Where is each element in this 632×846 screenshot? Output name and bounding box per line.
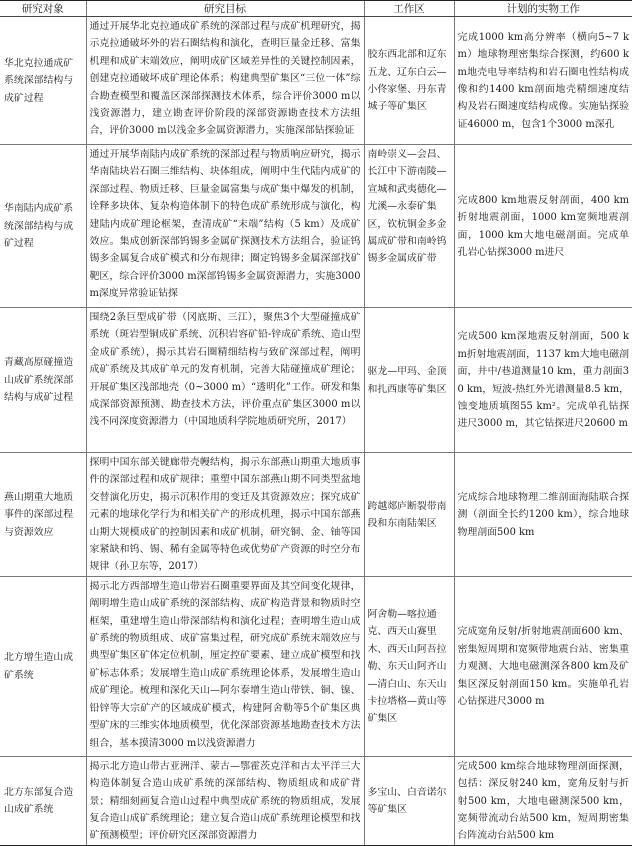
table-row [0, 576, 632, 756]
table-row [0, 453, 632, 577]
table-row [0, 756, 632, 845]
planned-work-cell: 完成综合地球物理二维剖面海陆联合探测（剖面全长约1200 km），综合地球物理剖面500 km [454, 453, 632, 577]
header-research-target: 研究目标 [86, 1, 364, 17]
work-area-cell: 南岭崇义—会昌、长江中下游南陵—宣城和武夷德化—尤溪—永泰矿集区，钦杭铜金多金属成矿带和南岭钨锡多金属成矿带 [364, 145, 454, 308]
planned-work-cell: 完成1000 km高分辨率（横向5~7 km）地球物理密集综合探测，约600 km地壳电导率结构和岩石圈电性结构成像和约1400 km剖面地壳精细速度结构及岩石圈速度结构成像。实施钻探验证46000 m，包含1个3000 m深孔 [454, 17, 632, 145]
research-target-cell: 通过开展华南陆内成矿系统的深部过程与物质响应研究，揭示华南陆块岩石圈三维结构、块体组成，阐明中生代陆内成矿的深部过程、物质迁移、巨量金属富集与成矿集中爆发的机制，诠释多块体、复杂构造体制下的特色成矿系统形成与演化，构建陆内成矿理论框架，查清成矿“末端”结构（5 km）及成矿效应。集成创新深部钨锡多金属矿探测技术方法组合，验证钨锡多金属复合成矿模式和分布规律；圈定钨锡多金属深部找矿靶区，综合评价3000 m深部钨锡多金属资源潜力，实施3000 m深度异常验证钻探 [86, 145, 364, 308]
planned-work-cell: 完成500 km深地震反射剖面，500 km折射地震剖面，1137 km大地电磁剖面，井中/巷道测量10 km，重力剖面30 km，短波-热红外光谱测量8.5 km，蚀变地质填图55 km²。完成单孔钻探进尺3000 m，其它钻探进尺20600 m [454, 308, 632, 453]
research-object-cell: 华南陆内成矿系统深部结构与成矿过程 [0, 145, 86, 308]
table-row [0, 145, 632, 308]
planned-work-cell: 完成500 km综合地球物理剖面探测，包括：深反射240 km，宽角反射与折射500 km，大地电磁测深500 km，宽频带流动台站500 km，短周期密集台阵流动台站500 km [454, 756, 632, 845]
research-object-cell: 华北克拉通成矿系统深部结构与成矿过程 [0, 17, 86, 145]
research-target-cell: 揭示北方造山带古亚洲洋、蒙古—鄂霍茨克洋和古太平洋三大构造体制复合造山成矿系统的深部结构、物质组成和成矿背景；精细刻画复合造山过程中典型成矿系统的物质组成，发展复合造山成矿系统理论；建立复合造山成矿系统理论模型和找矿预测模型；评价研究区深部资源潜力 [86, 756, 364, 845]
work-area-cell: 跨越郯庐断裂带南段和东南陆架区 [364, 453, 454, 577]
planned-work-cell: 完成800 km地震反射剖面，400 km折射地震剖面，1000 km宽频地震剖面，1000 km大地电磁剖面。完成单孔岩心钻探3000 m进尺 [454, 145, 632, 308]
research-object-cell: 青藏高原碰撞造山成矿系统深部结构与成矿过程 [0, 308, 86, 453]
research-target-cell: 揭示北方西部增生造山带岩石圈重要界面及其空间变化规律，阐明增生造山成矿系统的深部结构、成矿构造背景和物质时空框架，重建增生造山带深部结构和演化过程；查明增生造山成矿系统的物质组成、成矿富集过程，研究成矿系统末端效应与典型矿集区矿体定位机制，厘定控矿要素、建立成矿模型和找矿标志体系；发展增生造山成矿系统理论体系，发展增生造山成矿理论。梳理和深化天山—阿尔泰增生造山带铁、铜、镍、铅锌等大宗矿产的区域成矿模式，构建阿舍勒等5个矿集区典型矿床的三维实体地质模型，优化深部资源基地勘查技术方法组合，基本摸清3000 m以浅资源潜力 [86, 576, 364, 756]
header-planned-work: 计划的实物工作 [454, 1, 632, 17]
research-object-cell: 北方增生造山成矿系统 [0, 576, 86, 756]
table-row [0, 308, 632, 453]
research-object-cell: 北方东部复合造山成矿系统 [0, 756, 86, 845]
header-work-area: 工作区 [364, 1, 454, 17]
header-research-object: 研究对象 [0, 1, 86, 17]
work-area-cell: 驱龙—甲玛、金顶和扎西康等矿集区 [364, 308, 454, 453]
work-area-cell: 阿舍勒—喀拉通克、西天山赛里木、西天山阿吾拉勒、东天山阿齐山—清白山、东天山卡拉塔格—黄山等矿集区 [364, 576, 454, 756]
research-object-cell: 燕山期重大地质事件的深部过程与资源效应 [0, 453, 86, 577]
work-area-cell: 胶东西北部和辽东五龙、辽东白云—小佟家堡、丹东青城子等矿集区 [364, 17, 454, 145]
table-header-row [0, 1, 632, 17]
research-target-cell: 通过开展华北克拉通成矿系统的深部过程与成矿机理研究，揭示克拉通破坏外的岩石圈结构和演化，查明巨量金迁移、富集机理和成矿末端效应，阐明成矿区域差异性的关键控制因素，创建克拉通破坏成矿理论体系；构建典型矿集区“三位一体”综合勘查模型和覆盖区深部探测技术体系，综合评价3000 m以浅资源潜力，建立勘查评价阶段的深部资源勘查技术方法组合，评价3000 m以浅金多金属资源潜力，实施深部钻探验证 [86, 17, 364, 145]
research-target-cell: 围绕2条巨型成矿带（冈底斯、三江），聚焦3个大型碰撞成矿系统（斑岩型铜成矿系统、沉积岩容矿铅-锌成矿系统、造山型金成矿系统），揭示其岩石圈精细结构与致矿深部过程，阐明成矿系统及其成矿单元的发育机制，完善大陆碰撞成矿理论；开展矿集区浅部地壳（0~3000 m）“透明化”工作。研发和集成深部资源预测、勘查技术方法，评价重点矿集区3000 m以浅不同深度资源潜力（中国地质科学院地质研究所，2017） [86, 308, 364, 453]
table-row [0, 17, 632, 145]
work-area-cell: 多宝山、白音诺尔等矿集区 [364, 756, 454, 845]
research-target-cell: 探明中国东部关键廊带壳幔结构，揭示东部燕山期重大地质事件的深部过程和成矿规律；重塑中国东部燕山期不同类型盆地交替演化历史，揭示沉积作用的变迁及其资源效应；探究成矿元素的地球化学行为和相关矿产的形成机理，揭示中国东部燕山期大规模成矿的控制因素和成矿机制，研究铜、金、铀等国家紧缺和钨、锡、稀有金属等特色或优势矿产资源的时空分布规律（孙卫东等，2017） [86, 453, 364, 577]
planned-work-cell: 完成宽角反射/折射地震剖面600 km、密集短周期和宽频带地震台站、密集重力观测、大地电磁测深各800 km及矿集区深反射剖面150 km。实施单孔岩心钻探进尺3000 m [454, 576, 632, 756]
